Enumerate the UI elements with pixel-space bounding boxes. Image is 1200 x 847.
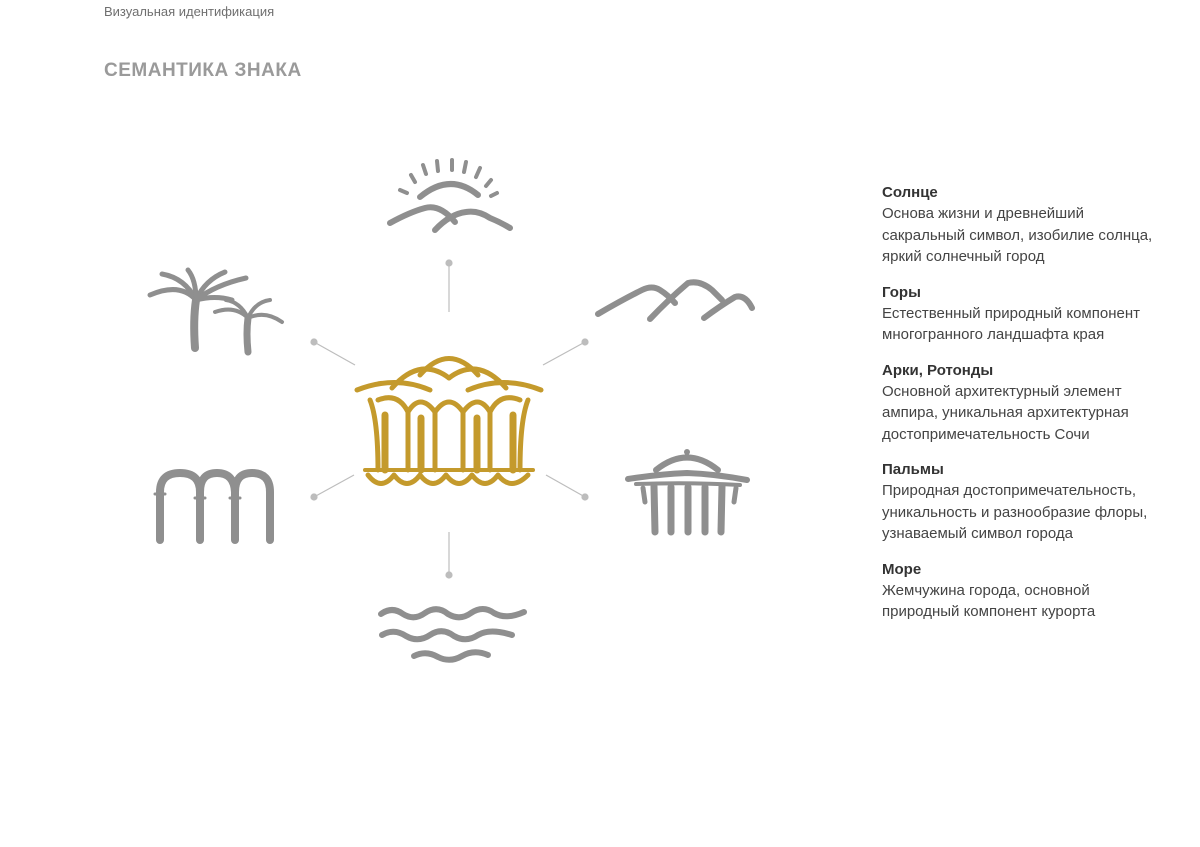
- rotunda-icon: [628, 449, 747, 532]
- legend-item-mountains: [882, 282, 1192, 346]
- page-header-label: Визуальная идентификация: [104, 4, 275, 19]
- semantics-legend: [882, 182, 1192, 637]
- legend-item-palms: [882, 459, 1192, 545]
- legend-line: Природная достопримечательность,: [882, 482, 1137, 499]
- legend-item-sun: [882, 182, 1192, 268]
- legend-title: Море: [882, 560, 922, 578]
- legend-line: яркий солнечный город: [882, 248, 1045, 265]
- legend-line: многогранного ландшафта края: [882, 326, 1105, 343]
- gold-arches-logo-icon: [357, 359, 541, 484]
- connector-sea: [446, 532, 452, 578]
- legend-item-arches: [882, 360, 1192, 446]
- legend-title: Солнце: [882, 184, 938, 201]
- waves-icon: [381, 609, 524, 660]
- legend-line: Основа жизни и древнейший: [882, 205, 1084, 222]
- connector-arches: [311, 475, 354, 500]
- legend-line: природный компонент курорта: [882, 603, 1096, 620]
- legend-line: сакральный символ, изобилие солнца,: [882, 226, 1153, 244]
- arches-icon: [155, 473, 270, 540]
- legend-line: уникальность и разнообразие флоры,: [882, 503, 1148, 521]
- connectors: [311, 260, 588, 578]
- connector-sun: [446, 260, 452, 312]
- legend-line: ампира, уникальная архитектурная: [882, 404, 1129, 421]
- connector-palms: [311, 339, 355, 365]
- mountains-icon: [598, 282, 752, 319]
- sun-over-hills-icon: [390, 160, 510, 230]
- legend-title: Арки, Ротонды: [882, 361, 994, 379]
- legend-item-sea: [882, 559, 1192, 623]
- legend-line: Основной архитектурный элемент: [882, 382, 1122, 400]
- legend-line: узнаваемый символ города: [882, 525, 1073, 542]
- legend-line: Естественный природный компонент: [882, 304, 1140, 322]
- legend-line: достопримечательность Сочи: [882, 425, 1090, 443]
- legend-title: Горы: [882, 283, 921, 301]
- section-title: СЕМАНТИКА ЗНАКА: [104, 60, 302, 81]
- legend-line: Жемчужина города, основной: [882, 581, 1090, 599]
- palm-trees-icon: [150, 270, 282, 352]
- connector-mountains: [543, 339, 588, 365]
- legend-title: Пальмы: [882, 461, 944, 478]
- connector-rotunda: [546, 475, 588, 500]
